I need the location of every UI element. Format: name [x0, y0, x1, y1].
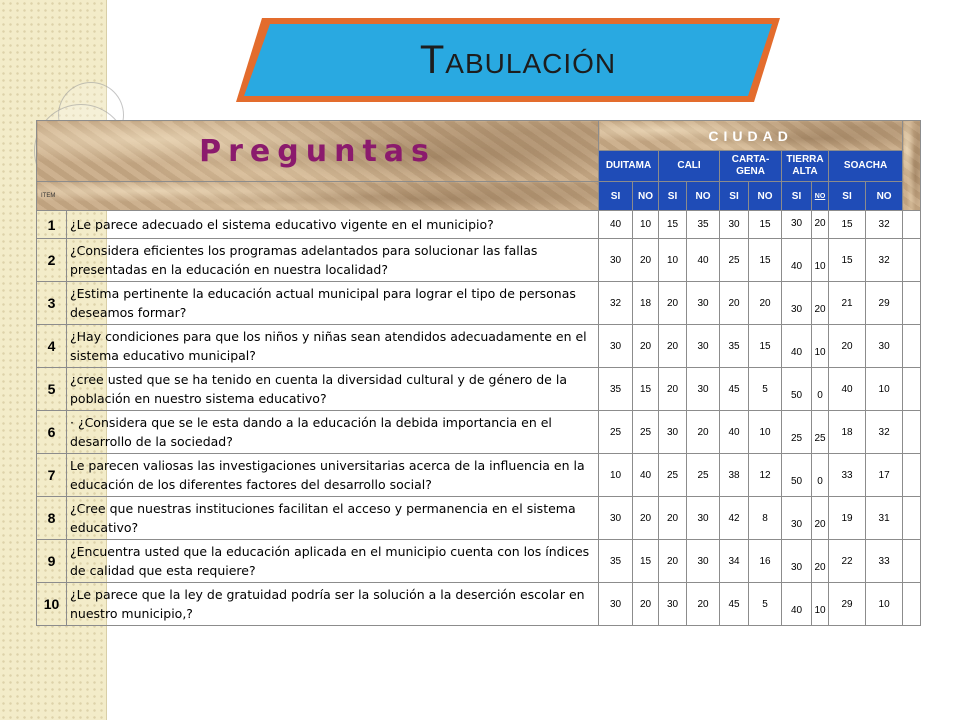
si-value: 40: [782, 239, 812, 282]
soacha-no-header: NO: [866, 182, 903, 211]
tierra-alta-no-header: NO: [812, 182, 829, 211]
city-tierra-alta: TIERRA ALTA: [782, 151, 829, 182]
no-value: 16: [749, 540, 782, 583]
row-spacer: [903, 282, 921, 325]
no-value: 40: [687, 239, 720, 282]
city-cartagena: CARTA-GENA: [720, 151, 782, 182]
row-spacer: [903, 368, 921, 411]
si-value: 50: [782, 454, 812, 497]
no-value: 30: [687, 368, 720, 411]
row-number: 6: [37, 411, 67, 454]
si-value: 35: [599, 540, 633, 583]
row-number: 2: [37, 239, 67, 282]
si-value: 40: [829, 368, 866, 411]
row-number: 8: [37, 497, 67, 540]
si-value: 30: [599, 325, 633, 368]
page-title: Tabulación: [419, 37, 617, 82]
row-number: 7: [37, 454, 67, 497]
no-value: 20: [812, 540, 829, 583]
item-header: ITEM: [37, 182, 599, 211]
si-value: 40: [782, 325, 812, 368]
si-value: 30: [720, 211, 749, 239]
no-value: 20: [687, 411, 720, 454]
no-value: 29: [866, 282, 903, 325]
no-value: 30: [866, 325, 903, 368]
preguntas-header: Preguntas: [37, 121, 599, 182]
si-value: 40: [720, 411, 749, 454]
no-value: 17: [866, 454, 903, 497]
si-value: 30: [599, 497, 633, 540]
no-value: 30: [687, 282, 720, 325]
si-value: 21: [829, 282, 866, 325]
row-spacer: [903, 497, 921, 540]
no-value: 12: [749, 454, 782, 497]
table-row: [37, 211, 921, 239]
si-value: 18: [829, 411, 866, 454]
si-value: 42: [720, 497, 749, 540]
si-value: 45: [720, 583, 749, 626]
city-soacha: SOACHA: [829, 151, 903, 182]
si-value: 20: [659, 325, 687, 368]
question-text: ¿Considera eficientes los programas adelantados para solucionar las fallas presentadas en la educación en nuestra localidad?: [67, 239, 599, 282]
table-row: [37, 368, 921, 411]
si-value: 19: [829, 497, 866, 540]
city-cali: CALI: [659, 151, 720, 182]
no-value: 20: [633, 325, 659, 368]
si-value: 30: [599, 239, 633, 282]
table-row: [37, 239, 921, 282]
table-row: [37, 497, 921, 540]
no-value: 10: [812, 583, 829, 626]
no-value: 35: [687, 211, 720, 239]
si-value: 15: [829, 211, 866, 239]
no-value: 10: [749, 411, 782, 454]
si-value: 20: [659, 497, 687, 540]
question-text: Le parecen valiosas las investigaciones universitarias acerca de la influencia en la educación de los diferentes factores del desarrollo social?: [67, 454, 599, 497]
row-spacer: [903, 239, 921, 282]
si-value: 33: [829, 454, 866, 497]
no-value: 32: [866, 411, 903, 454]
no-value: 15: [633, 368, 659, 411]
soacha-si-header: SI: [829, 182, 866, 211]
no-value: 15: [633, 540, 659, 583]
no-value: 30: [687, 325, 720, 368]
si-value: 30: [782, 282, 812, 325]
no-value: 20: [812, 282, 829, 325]
row-number: 5: [37, 368, 67, 411]
no-value: 30: [687, 540, 720, 583]
no-value: 25: [633, 411, 659, 454]
row-number: 4: [37, 325, 67, 368]
no-value: 32: [866, 239, 903, 282]
row-spacer: [903, 325, 921, 368]
si-value: 35: [599, 368, 633, 411]
si-value: 40: [599, 211, 633, 239]
row-spacer: [903, 411, 921, 454]
si-value: 34: [720, 540, 749, 583]
cartagena-no-header: NO: [749, 182, 782, 211]
question-text: ¿Estima pertinente la educación actual municipal para lograr el tipo de personas deseamos formar?: [67, 282, 599, 325]
si-value: 20: [720, 282, 749, 325]
question-text: ¿Le parece adecuado el sistema educativo vigente en el municipio?: [67, 211, 599, 239]
no-value: 32: [866, 211, 903, 239]
duitama-no-header: NO: [633, 182, 659, 211]
no-value: 20: [749, 282, 782, 325]
row-number: 9: [37, 540, 67, 583]
no-value: 10: [866, 368, 903, 411]
si-value: 25: [659, 454, 687, 497]
si-value: 38: [720, 454, 749, 497]
si-value: 20: [659, 282, 687, 325]
si-value: 30: [659, 411, 687, 454]
no-value: 33: [866, 540, 903, 583]
no-value: 10: [812, 325, 829, 368]
si-value: 30: [782, 540, 812, 583]
no-value: 15: [749, 325, 782, 368]
question-text: ¿Cree que nuestras instituciones facilitan el acceso y permanencia en el sistema educativo?: [67, 497, 599, 540]
question-text: · ¿Considera que se le esta dando a la educación la debida importancia en el desarrollo de la sociedad?: [67, 411, 599, 454]
no-value: 40: [633, 454, 659, 497]
table-row: [37, 282, 921, 325]
no-value: 5: [749, 583, 782, 626]
no-value: 20: [633, 497, 659, 540]
table-row: [37, 454, 921, 497]
si-value: 29: [829, 583, 866, 626]
row-number: 10: [37, 583, 67, 626]
row-spacer: [903, 583, 921, 626]
question-text: ¿Le parece que la ley de gratuidad podría ser la solución a la deserción escolar en nuestro municipio,?: [67, 583, 599, 626]
row-spacer: [903, 211, 921, 239]
table-row: [37, 540, 921, 583]
si-value: 25: [599, 411, 633, 454]
si-value: 30: [782, 211, 812, 239]
question-text: ¿Hay condiciones para que los niños y niñas sean atendidos adecuadamente en el sistema educativo municipal?: [67, 325, 599, 368]
no-value: 20: [687, 583, 720, 626]
no-value: 20: [633, 239, 659, 282]
no-value: 8: [749, 497, 782, 540]
question-text: ¿cree usted que se ha tenido en cuenta la diversidad cultural y de género de la población en nuestro sistema educativo?: [67, 368, 599, 411]
no-value: 20: [633, 583, 659, 626]
no-value: 25: [812, 411, 829, 454]
no-value: 15: [749, 211, 782, 239]
si-value: 40: [782, 583, 812, 626]
question-text: ¿Encuentra usted que la educación aplicada en el municipio cuenta con los índices de calidad que esta requiere?: [67, 540, 599, 583]
si-value: 30: [782, 497, 812, 540]
no-value: 5: [749, 368, 782, 411]
si-value: 10: [599, 454, 633, 497]
no-value: 10: [633, 211, 659, 239]
row-spacer: [903, 454, 921, 497]
no-value: 20: [812, 497, 829, 540]
si-value: 30: [599, 583, 633, 626]
row-number: 1: [37, 211, 67, 239]
table-row: [37, 325, 921, 368]
tabulation-table: [36, 120, 921, 626]
no-value: 10: [812, 239, 829, 282]
no-value: 18: [633, 282, 659, 325]
si-value: 50: [782, 368, 812, 411]
si-value: 25: [720, 239, 749, 282]
si-value: 35: [720, 325, 749, 368]
row-number: 3: [37, 282, 67, 325]
cali-si-header: SI: [659, 182, 687, 211]
no-value: 0: [812, 454, 829, 497]
header-spacer: [903, 121, 921, 211]
row-spacer: [903, 540, 921, 583]
no-value: 30: [687, 497, 720, 540]
si-value: 32: [599, 282, 633, 325]
no-value: 31: [866, 497, 903, 540]
si-value: 25: [782, 411, 812, 454]
si-value: 10: [659, 239, 687, 282]
no-value: 20: [812, 211, 829, 239]
no-value: 0: [812, 368, 829, 411]
cartagena-si-header: SI: [720, 182, 749, 211]
tabulation-table-wrapper: [36, 120, 920, 692]
si-value: 30: [659, 583, 687, 626]
si-value: 45: [720, 368, 749, 411]
ciudad-header: CIUDAD: [599, 121, 903, 151]
no-value: 25: [687, 454, 720, 497]
si-value: 20: [829, 325, 866, 368]
table-row: [37, 411, 921, 454]
no-value: 10: [866, 583, 903, 626]
table-row: [37, 583, 921, 626]
si-value: 22: [829, 540, 866, 583]
si-value: 15: [829, 239, 866, 282]
city-duitama: DUITAMA: [599, 151, 659, 182]
duitama-si-header: SI: [599, 182, 633, 211]
title-banner: [232, 14, 784, 106]
si-value: 20: [659, 540, 687, 583]
cali-no-header: NO: [687, 182, 720, 211]
no-value: 15: [749, 239, 782, 282]
tierra-alta-si-header: SI: [782, 182, 812, 211]
si-value: 15: [659, 211, 687, 239]
si-value: 20: [659, 368, 687, 411]
